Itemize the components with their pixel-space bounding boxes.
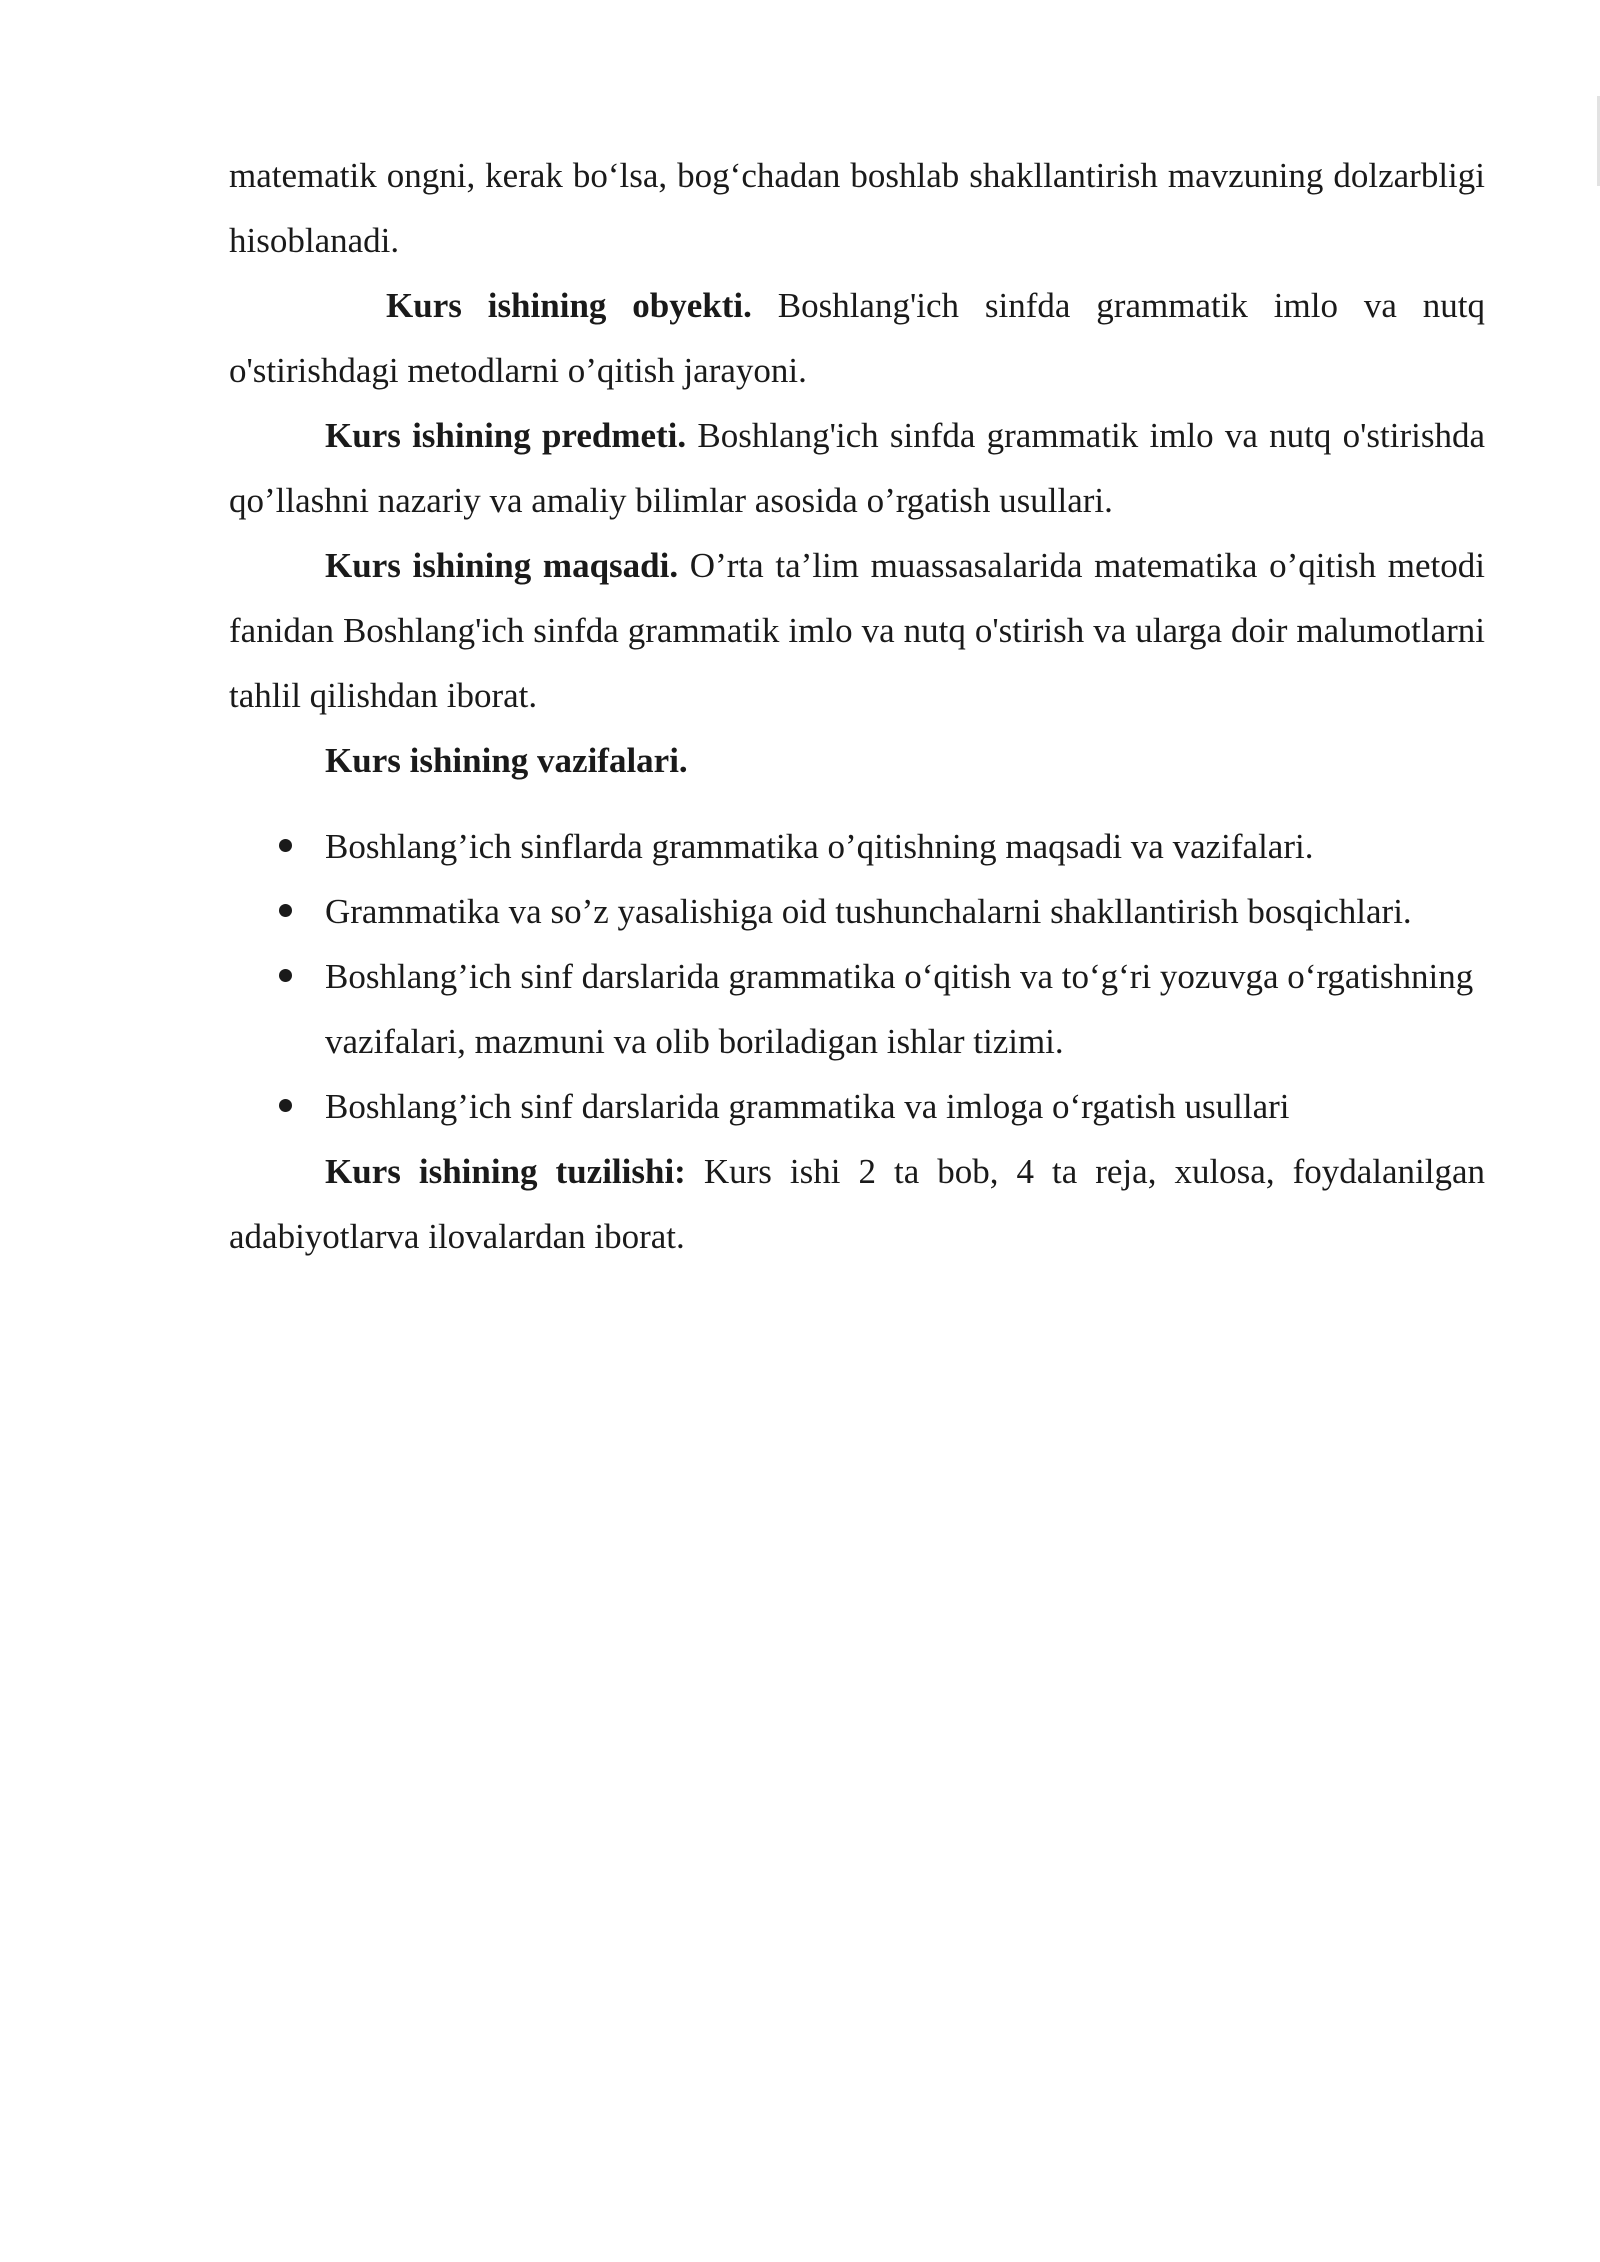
subject-text: Boshlang'ich sinfda grammatik imlo va nutq o'stirishda qo’llashni nazariy va amaliy bilimlar asosida o’rgatish usullari. bbox=[229, 416, 1485, 520]
goal-heading: Kurs ishining maqsadi. bbox=[325, 546, 679, 585]
object-paragraph bbox=[229, 273, 1485, 403]
list-item bbox=[229, 1074, 1485, 1139]
subject-heading: Kurs ishining predmeti. bbox=[325, 416, 687, 455]
list-item-text: Boshlang’ich sinflarda grammatika o’qitishning maqsadi va vazifalari. bbox=[325, 827, 1314, 866]
bullet-icon bbox=[279, 839, 292, 852]
page-content bbox=[229, 143, 1485, 1269]
list-item-text: Boshlang’ich sinf darslarida grammatika va imloga o‘rgatish usullari bbox=[325, 1087, 1290, 1126]
list-item-text: Boshlang’ich sinf darslarida grammatika o‘qitish va to‘g‘ri yozuvga o‘rgatishning vazifalari, mazmuni va olib boriladigan ishlar tizimi. bbox=[325, 957, 1474, 1061]
object-heading: Kurs ishining obyekti. bbox=[386, 286, 752, 325]
goal-text: O’rta ta’lim muassasalarida matematika o’qitish metodi fanidan Boshlang'ich sinfda grammatik imlo va nutq o'stirish va ularga doir malumotlarni tahlil qilishdan iborat. bbox=[229, 546, 1485, 715]
list-item-text: Grammatika va so’z yasalishiga oid tushunchalarni shakllantirish bosqichlari. bbox=[325, 892, 1412, 931]
object-text: Boshlang'ich sinfda grammatik imlo va nutq o'stirishdagi metodlarni o’qitish jarayoni. bbox=[229, 286, 1485, 390]
structure-text: Kurs ishi 2 ta bob, 4 ta reja, xulosa, foydalanilgan adabiyotlarva ilovalardan iborat. bbox=[229, 1152, 1486, 1256]
tasks-list bbox=[229, 814, 1485, 1139]
list-item bbox=[229, 814, 1485, 879]
intro-paragraph bbox=[229, 143, 1485, 273]
list-item bbox=[229, 879, 1485, 944]
structure-heading: Kurs ishining tuzilishi: bbox=[325, 1152, 686, 1191]
bullet-icon bbox=[279, 1099, 292, 1112]
list-item bbox=[229, 944, 1485, 1074]
tasks-heading: Kurs ishining vazifalari. bbox=[325, 741, 688, 780]
goal-paragraph bbox=[229, 533, 1485, 728]
bullet-icon bbox=[279, 969, 292, 982]
bullet-icon bbox=[279, 904, 292, 917]
intro-text: matematik ongni, kerak bo‘lsa, bog‘chadan boshlab shakllantirish mavzuning dolzarbligi hisoblanadi. bbox=[229, 156, 1485, 260]
subject-paragraph bbox=[229, 403, 1485, 533]
structure-paragraph bbox=[229, 1139, 1485, 1269]
tasks-paragraph bbox=[229, 728, 1485, 793]
